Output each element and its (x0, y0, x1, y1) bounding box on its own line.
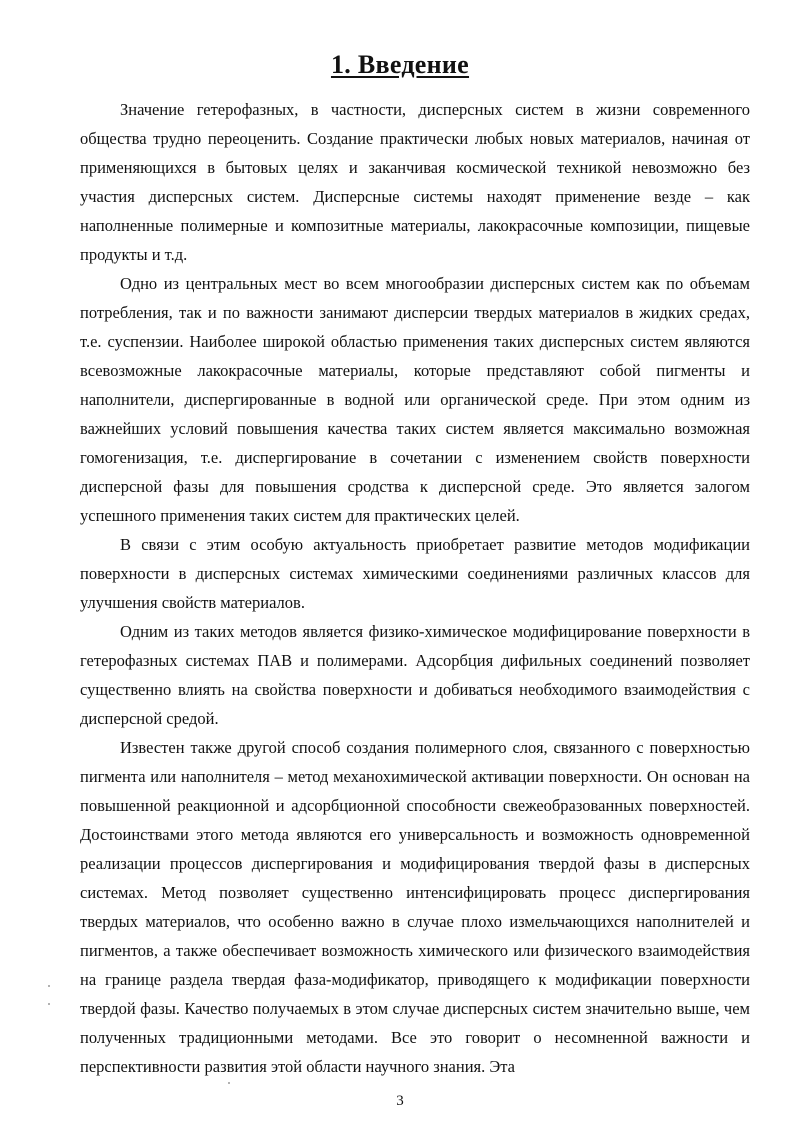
paragraph: Одним из таких методов является физико-химическое модифицирование поверхности в гетерофазных системах ПАВ и полимерами. Адсорбция дифильных соединений позволяет существенно влиять на свойства поверхности и добиваться необходимого взаимодействия с дисперсной средой. (80, 622, 750, 728)
paragraph: Известен также другой способ создания полимерного слоя, связанного с поверхностью пигмента или наполнителя – метод механохимической активации поверхности. Он основан на повышенной реакционной и адсорбционной способности свежеобразованных поверхностей. Достоинствами этого метода являются его универсальность и возможность одновременной реализации процессов диспергирования и модифицирования твердой фазы в дисперсных системах. Метод позволяет существенно интенсифицировать процесс диспергирования твердых материалов, что особенно важно в случае плохо измельчающихся наполнителей и пигментов, а также обеспечивает возможность химического или физического взаимодействия на границе раздела твердая фаза-модификатор, приводящего к модификации поверхности твердой фазы. Качество получаемых в этом случае дисперсных систем значительно выше, чем полученных традиционными методами. Все это говорит о несомненной важности и перспективности развития этой области научного знания. Эта (80, 738, 750, 1076)
paragraph: Одно из центральных мест во всем многообразии дисперсных систем как по объемам потребления, так и по важности занимают дисперсии твердых материалов в жидких средах, т.е. суспензии. Наиболее широкой областью применения таких дисперсных систем являются всевозможные лакокрасочные материалы, которые представляют собой пигменты и наполнители, диспергированные в водной или органической среде. При этом одним из важнейших условий повышения качества таких систем является максимально возможная гомогенизация, т.е. диспергирование в сочетании с изменением свойств поверхности дисперсной фазы для повышения сродства к дисперсной среде. Это является залогом успешного применения таких систем для практических целей. (80, 274, 750, 525)
scan-speck (228, 1082, 230, 1084)
scan-speck (48, 1003, 50, 1005)
paragraph: Значение гетерофазных, в частности, дисперсных систем в жизни современного общества трудно переоценить. Создание практически любых новых материалов, начиная от применяющихся в бытовых целях и заканчивая космической техникой невозможно без участия дисперсных систем. Дисперсные системы находят применение везде – как наполненные полимерные и композитные материалы, лакокрасочные композиции, пищевые продукты и т.д. (80, 100, 750, 264)
page-number: 3 (396, 1093, 404, 1109)
paragraph: В связи с этим особую актуальность приобретает развитие методов модификации поверхности в дисперсных системах химическими соединениями различных классов для улучшения свойств материалов. (80, 535, 750, 612)
scan-speck (48, 985, 50, 987)
section-title: 1. Введение (330, 50, 470, 79)
body-text (80, 95, 750, 1081)
